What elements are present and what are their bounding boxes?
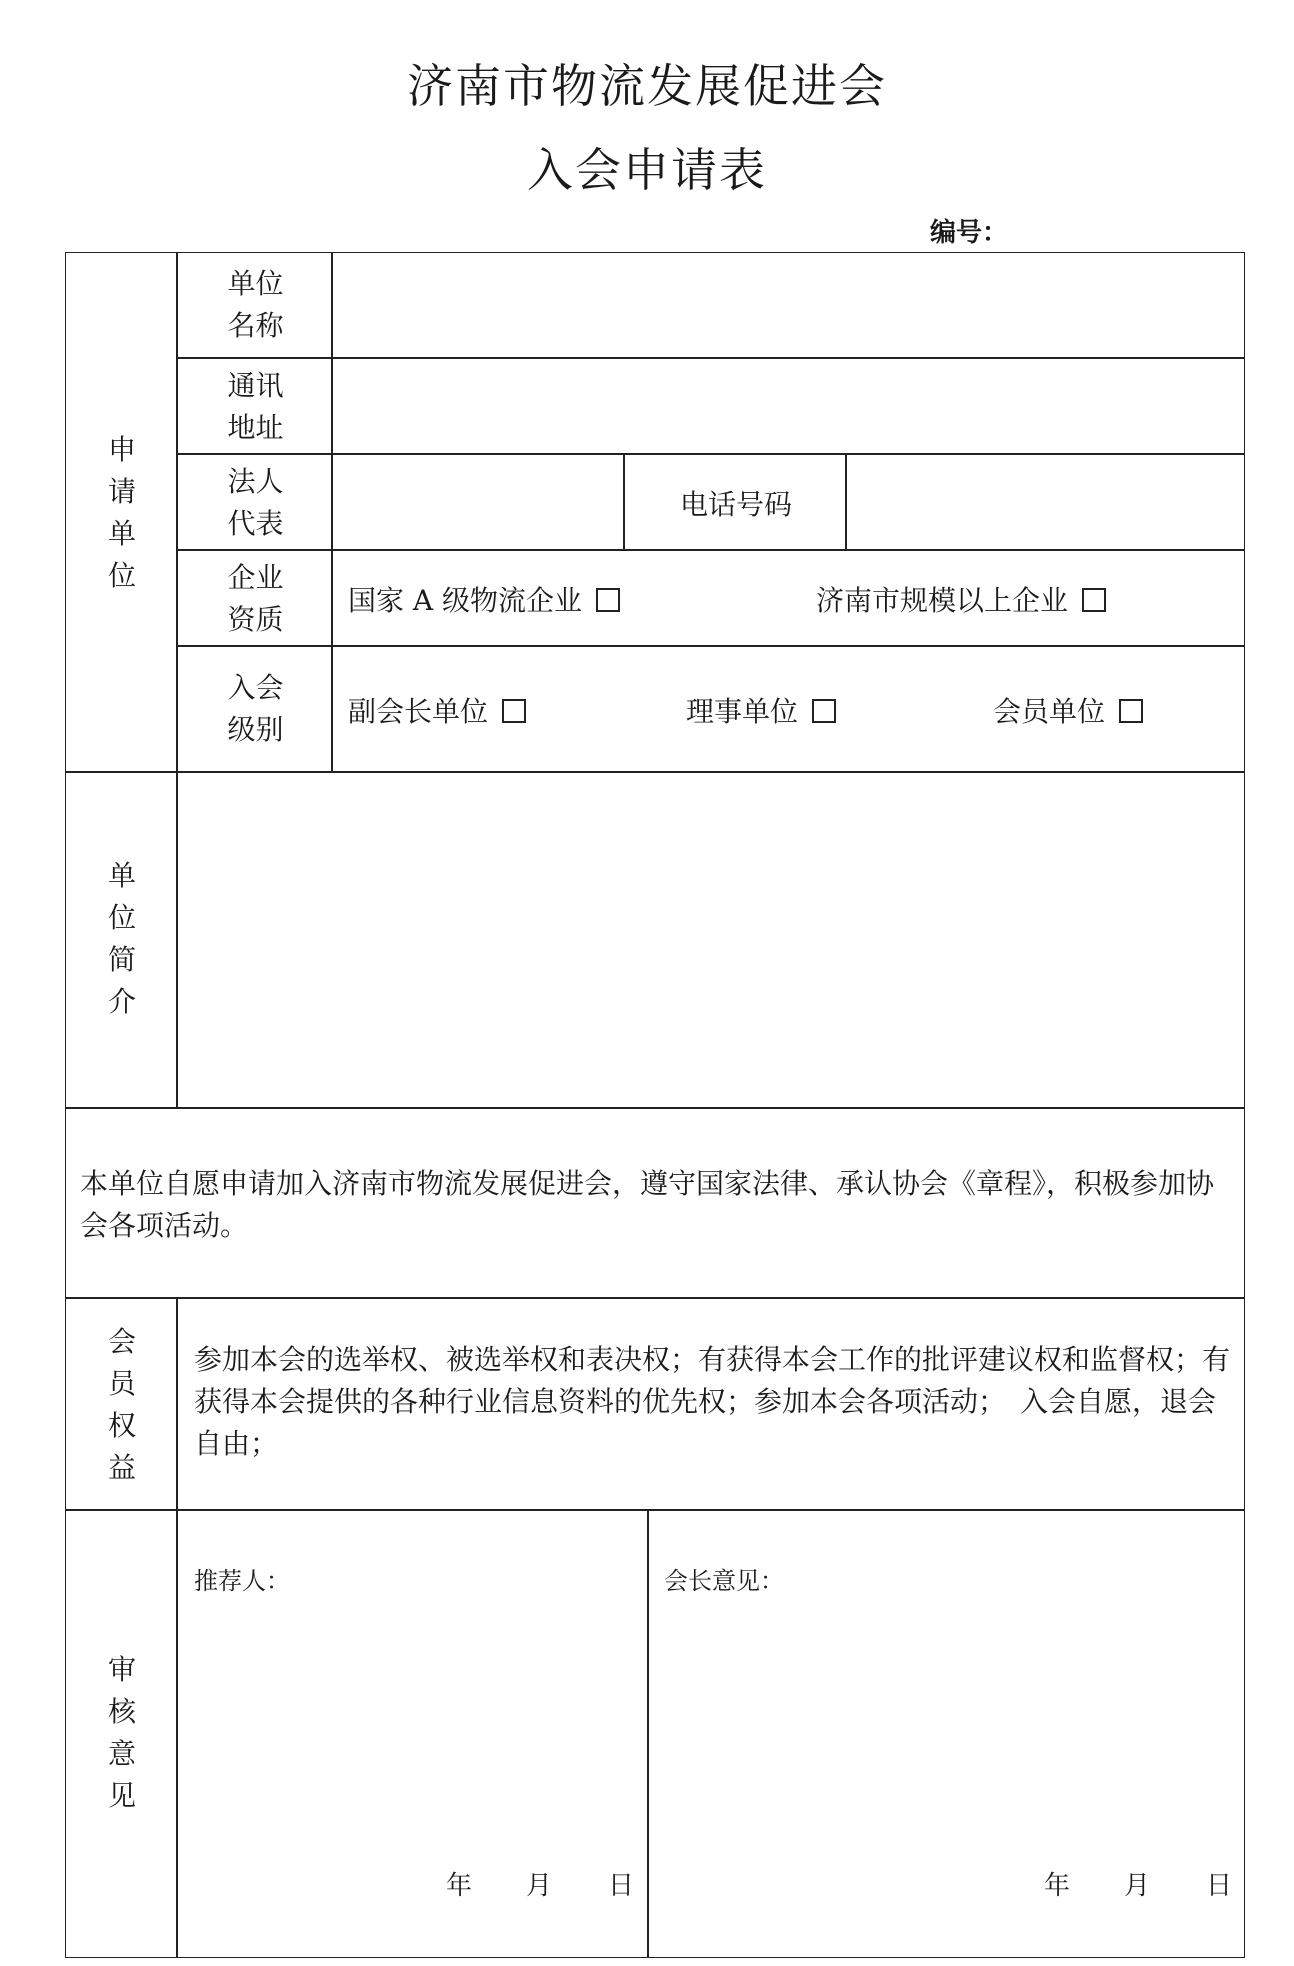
qualification-label: 企业资质 <box>227 561 284 636</box>
profile-section-label: 单位简介 <box>107 859 136 1018</box>
date-month-label: 月 <box>526 1871 553 1901</box>
qualification-option-a-level[interactable] <box>348 579 620 619</box>
legal-rep-field[interactable] <box>332 454 624 550</box>
unit-name-field[interactable] <box>332 252 1245 358</box>
recommender-date <box>446 1865 634 1902</box>
date-month-label: 月 <box>1124 1871 1151 1901</box>
president-opinion-label: 会长意见： <box>664 1567 784 1595</box>
applicant-section-label: 申请单位 <box>107 433 136 592</box>
qualification-option-label: 国家 A 级物流企业 <box>348 584 583 617</box>
checkbox-icon[interactable] <box>596 588 620 612</box>
unit-name-label: 单位名称 <box>227 267 284 342</box>
level-option-member[interactable] <box>993 690 1143 730</box>
application-form <box>65 252 1245 1958</box>
level-option-label: 理事单位 <box>686 695 799 728</box>
address-label: 通讯地址 <box>227 369 284 444</box>
review-section-label: 审核意见 <box>107 1653 136 1812</box>
rights-section-label: 会员权益 <box>107 1325 136 1484</box>
checkbox-icon[interactable] <box>502 699 526 723</box>
rights-text: 参加本会的选举权、被选举权和表决权；有获得本会工作的批评建议权和监督权；有获得本会提供的各种行业信息资料的优先权；参加本会各项活动； 入会自愿，退会自由； <box>194 1343 1231 1460</box>
qualification-option-label: 济南市规模以上企业 <box>816 584 1069 617</box>
declaration-text: 本单位自愿申请加入济南市物流发展促进会，遵守国家法律、承认协会《章程》，积极参加协会各项活动。 <box>80 1167 1215 1242</box>
checkbox-icon[interactable] <box>1119 699 1143 723</box>
legal-rep-label: 法人代表 <box>227 465 284 540</box>
form-title: 济南市物流发展促进会 <box>407 59 887 113</box>
date-year-label: 年 <box>446 1871 473 1901</box>
phone-field[interactable] <box>846 454 1245 550</box>
address-field[interactable] <box>332 358 1245 454</box>
level-option-vice-president[interactable] <box>348 690 526 730</box>
serial-number-label: 编号： <box>930 218 1009 248</box>
form-subtitle: 入会申请表 <box>527 143 767 197</box>
date-day-label: 日 <box>1206 1871 1233 1901</box>
checkbox-icon[interactable] <box>1082 588 1106 612</box>
level-option-director[interactable] <box>686 690 836 730</box>
president-date <box>1044 1865 1232 1902</box>
level-option-label: 副会长单位 <box>348 695 489 728</box>
level-option-label: 会员单位 <box>993 695 1106 728</box>
date-day-label: 日 <box>608 1871 635 1901</box>
level-label: 入会级别 <box>227 671 284 746</box>
checkbox-icon[interactable] <box>812 699 836 723</box>
profile-field[interactable] <box>177 772 1245 1108</box>
phone-label: 电话号码 <box>679 488 792 521</box>
qualification-option-above-scale[interactable] <box>816 579 1106 619</box>
recommender-label: 推荐人： <box>194 1567 290 1595</box>
date-year-label: 年 <box>1044 1871 1071 1901</box>
